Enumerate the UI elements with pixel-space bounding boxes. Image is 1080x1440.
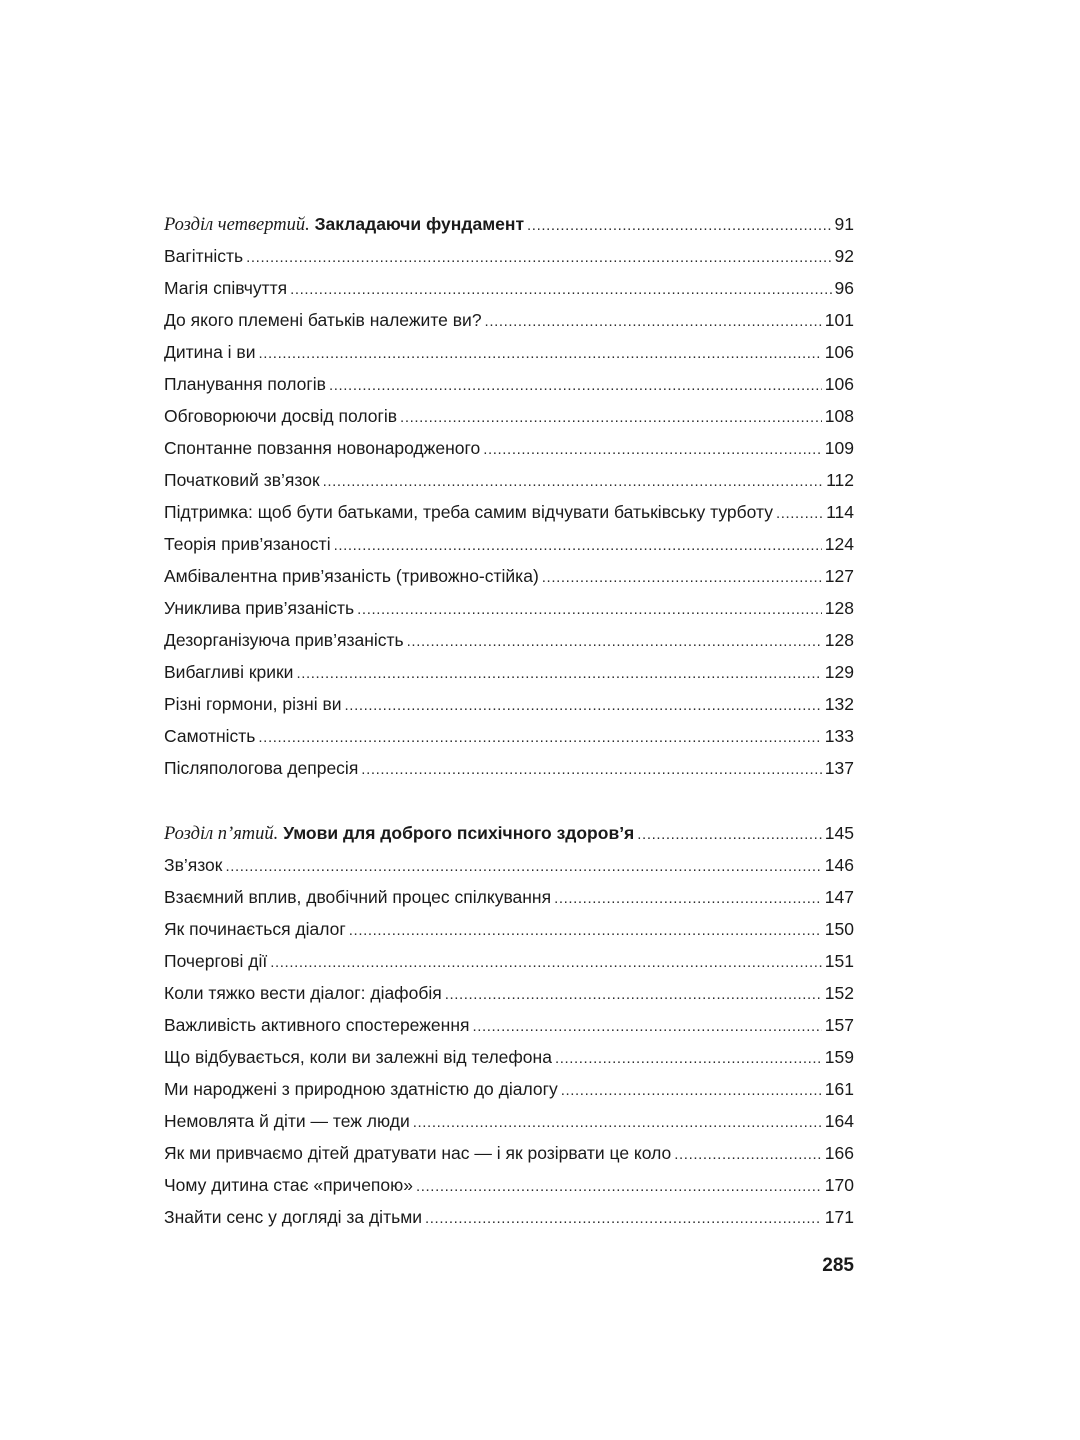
- toc-entry-page-number: 146: [824, 855, 854, 875]
- toc-entry: [164, 464, 854, 496]
- toc-section-chapter-4: [164, 208, 854, 784]
- toc-entry: [164, 881, 854, 913]
- toc-entry-page-number: 92: [834, 246, 854, 266]
- toc-entry-page-number: 164: [824, 1111, 854, 1131]
- toc-entry-title: Почергові дії: [164, 951, 268, 971]
- toc-entry-page-number: 129: [824, 662, 854, 682]
- toc-entry-title: Спонтанне повзання новонародженого: [164, 438, 481, 458]
- toc-entry: [164, 1073, 854, 1105]
- toc-entry: [164, 560, 854, 592]
- toc-entry-page-number: 171: [824, 1207, 854, 1227]
- toc-entry-title: Униклива прив’язаність: [164, 598, 355, 618]
- toc-entry-page-number: 151: [824, 951, 854, 971]
- dot-leader: [413, 1111, 822, 1131]
- toc-entry-page-number: 166: [824, 1143, 854, 1163]
- dot-leader: [637, 823, 822, 843]
- toc-entry-page-number: 112: [826, 470, 854, 490]
- toc-entry-page-number: 157: [824, 1015, 854, 1035]
- toc-entry-page-number: 128: [824, 630, 854, 650]
- toc-entry-title: Різні гормони, різні ви: [164, 694, 342, 714]
- toc-entry-page-number: 96: [834, 278, 854, 298]
- dot-leader: [776, 502, 823, 522]
- toc-entry: [164, 688, 854, 720]
- page-number: 285: [822, 1255, 854, 1276]
- toc-entry-page-number: 161: [824, 1079, 854, 1099]
- dot-leader: [258, 726, 821, 746]
- dot-leader: [425, 1207, 822, 1227]
- toc-chapter-heading: [164, 208, 854, 240]
- dot-leader: [361, 758, 822, 778]
- toc-entry-page-number: 108: [824, 406, 854, 426]
- dot-leader: [329, 374, 822, 394]
- toc-entry: [164, 977, 854, 1009]
- toc-entry-title: Планування пологів: [164, 374, 326, 394]
- toc-entry-title: Знайти сенс у догляді за дітьми: [164, 1207, 423, 1227]
- chapter-page-number: 145: [824, 823, 854, 843]
- toc-entry-page-number: 132: [824, 694, 854, 714]
- book-page: [164, 0, 854, 1440]
- toc-entry: [164, 432, 854, 464]
- toc-entry-title: Немовлята й діти — теж люди: [164, 1111, 410, 1131]
- toc-entry: [164, 400, 854, 432]
- toc-entry: [164, 624, 854, 656]
- dot-leader: [357, 598, 822, 618]
- dot-leader: [270, 951, 822, 971]
- toc-entry-page-number: 137: [824, 758, 854, 778]
- dot-leader: [485, 310, 822, 330]
- toc-entry-page-number: 170: [824, 1175, 854, 1195]
- toc-entry: [164, 1169, 854, 1201]
- toc-entry-title: Теорія прив’язаності: [164, 534, 331, 554]
- toc-entry-title: Коли тяжко вести діалог: діафобія: [164, 983, 442, 1003]
- toc-entry-page-number: 124: [824, 534, 854, 554]
- toc-entry: [164, 913, 854, 945]
- toc-entry-title: До якого племені батьків належите ви?: [164, 310, 482, 330]
- toc-section-chapter-5: [164, 817, 854, 1233]
- toc-entry-title: Самотність: [164, 726, 256, 746]
- toc-entry-page-number: 159: [824, 1047, 854, 1067]
- toc-entry: [164, 656, 854, 688]
- toc-entry: [164, 272, 854, 304]
- dot-leader: [561, 1079, 822, 1099]
- chapter-title: Закладаючи фундамент: [314, 214, 525, 234]
- dot-leader: [296, 662, 821, 682]
- dot-leader: [527, 214, 832, 234]
- dot-leader: [246, 246, 831, 266]
- toc-entry-list: [164, 240, 854, 784]
- toc-chapter-heading: [164, 817, 854, 849]
- dot-leader: [345, 694, 822, 714]
- toc-entry-page-number: 152: [824, 983, 854, 1003]
- chapter-label: Розділ четвертий.: [164, 215, 310, 235]
- toc-entry-title: Дитина і ви: [164, 342, 256, 362]
- dot-leader: [483, 438, 822, 458]
- dot-leader: [674, 1143, 822, 1163]
- toc-entry: [164, 1137, 854, 1169]
- toc-entry: [164, 496, 854, 528]
- toc-entry: [164, 528, 854, 560]
- dot-leader: [259, 342, 822, 362]
- toc-entry-title: Амбівалентна прив’язаність (тривожно-стійка): [164, 566, 539, 586]
- toc-entry-title: Що відбувається, коли ви залежні від телефона: [164, 1047, 552, 1067]
- toc-entry-page-number: 101: [824, 310, 854, 330]
- chapter-title: Умови для доброго психічного здоров’я: [283, 823, 635, 843]
- toc-entry-page-number: 127: [824, 566, 854, 586]
- toc-entry-page-number: 147: [824, 887, 854, 907]
- toc-entry: [164, 1201, 854, 1233]
- dot-leader: [472, 1015, 821, 1035]
- toc-entry: [164, 304, 854, 336]
- toc-entry: [164, 336, 854, 368]
- dot-leader: [400, 406, 822, 426]
- toc-entry-title: Початковий зв’язок: [164, 470, 320, 490]
- dot-leader: [554, 887, 822, 907]
- dot-leader: [542, 566, 822, 586]
- dot-leader: [290, 278, 831, 298]
- toc-entry-title: Обговорюючи досвід пологів: [164, 406, 398, 426]
- toc-entry: [164, 1041, 854, 1073]
- dot-leader: [225, 855, 821, 875]
- toc-entry-title: Вибагливі крики: [164, 662, 294, 682]
- toc-entry-title: Вагітність: [164, 246, 244, 266]
- toc-entry-page-number: 133: [824, 726, 854, 746]
- dot-leader: [555, 1047, 822, 1067]
- chapter-page-number: 91: [834, 214, 854, 234]
- chapter-heading-text: [164, 208, 524, 241]
- toc-entry-title: Як починається діалог: [164, 919, 346, 939]
- toc-entry: [164, 368, 854, 400]
- toc-entry-page-number: 109: [824, 438, 854, 458]
- toc-entry-page-number: 128: [824, 598, 854, 618]
- dot-leader: [445, 983, 822, 1003]
- dot-leader: [323, 470, 823, 490]
- toc-entry-title: Зв’язок: [164, 855, 223, 875]
- toc-entry-page-number: 106: [824, 374, 854, 394]
- dot-leader: [334, 534, 822, 554]
- dot-leader: [407, 630, 822, 650]
- toc-entry: [164, 720, 854, 752]
- toc-entry-title: Ми народжені з природною здатністю до діалогу: [164, 1079, 558, 1099]
- chapter-heading-text: [164, 817, 634, 850]
- toc-entry-title: Взаємний вплив, двобічний процес спілкування: [164, 887, 552, 907]
- dot-leader: [416, 1175, 822, 1195]
- chapter-label: Розділ п’ятий.: [164, 824, 279, 844]
- toc-entry: [164, 752, 854, 784]
- dot-leader: [349, 919, 822, 939]
- toc-entry: [164, 945, 854, 977]
- toc-entry-list: [164, 849, 854, 1233]
- toc-entry-title: Важливість активного спостереження: [164, 1015, 470, 1035]
- toc-entry-title: Дезорганізуюча прив’язаність: [164, 630, 404, 650]
- toc-entry: [164, 1009, 854, 1041]
- toc-entry-page-number: 150: [824, 919, 854, 939]
- toc-entry-title: Післяпологова депресія: [164, 758, 359, 778]
- toc-entry-title: Чому дитина стає «причепою»: [164, 1175, 413, 1195]
- toc-entry-title: Магія співчуття: [164, 278, 288, 298]
- toc-entry-page-number: 114: [826, 502, 854, 522]
- toc-entry-page-number: 106: [824, 342, 854, 362]
- toc-entry: [164, 1105, 854, 1137]
- toc-entry: [164, 592, 854, 624]
- toc-entry: [164, 240, 854, 272]
- toc-entry: [164, 849, 854, 881]
- toc-entry-title: Підтримка: щоб бути батьками, треба самим відчувати батьківську турботу: [164, 502, 773, 522]
- toc-entry-title: Як ми привчаємо дітей дратувати нас — і як розірвати це коло: [164, 1143, 672, 1163]
